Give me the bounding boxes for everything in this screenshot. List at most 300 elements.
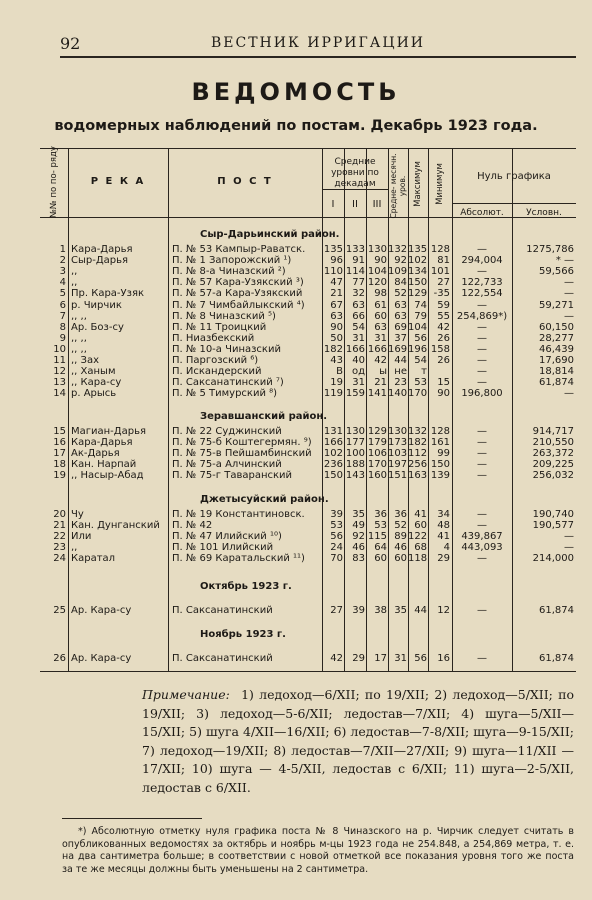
table-row xyxy=(40,288,576,299)
cell-min: 15 xyxy=(437,377,450,389)
cell-river: Ак-Дарья xyxy=(71,448,120,460)
cell-max: 132 xyxy=(408,426,427,437)
observations-table xyxy=(40,148,576,672)
running-head xyxy=(60,34,576,58)
cell-d1: 90 xyxy=(330,321,343,333)
section-title: Сыр-Дарьинский район. xyxy=(200,229,340,240)
cell-river: ,, xyxy=(71,542,78,554)
cell-post: П. Саксанатинский ⁷) xyxy=(172,377,284,389)
table-row xyxy=(40,322,576,333)
cell-post: П. № 1 Запорожский ¹) xyxy=(172,255,292,267)
cell-cond: — xyxy=(564,542,574,554)
cell-avg: 151 xyxy=(388,470,407,482)
table-row xyxy=(40,509,576,520)
cell-cond: 59,271 xyxy=(539,299,574,311)
cell-cond: — xyxy=(564,531,574,543)
table-row xyxy=(40,277,576,288)
footnote: *) Абсолютную отметку нуля графика поста № 8 Чиназского на р. Чирчик следует считать в опубликованных ведомостях за октябрь и ноябрь м-цы 1923 года не 254.848, а 254,869 метра, т. е. на два сантиметра больше; в соответствии с новой отметкой все показания уровня того же поста за те же месяцы должны быть уменьшены на 2 сантиметра. xyxy=(62,826,574,875)
cell-max: 68 xyxy=(414,542,427,554)
cell-min: 150 xyxy=(430,459,450,471)
cell-river: ,, ,, xyxy=(71,310,87,322)
cell-post: П. Саксанатинский xyxy=(172,605,273,616)
cell-d1: 70 xyxy=(330,553,343,565)
cell-avg: 109 xyxy=(388,266,407,278)
cell-river: р. Арысь xyxy=(71,388,117,400)
note-text: 1) ледоход—6/XII; по 19/XII; 2) ледоход—5/XII; по 19/XII; 3) ледоход—5-6/XII; ледостав—7/XII; 4) шуга—5/XII—15/XII; 5) шуга 4/XII—16/XII; 6) ледостав—7-8/XII; шуга—9-15/XII; 7) ледоход—19/XII; 8) ледостав—7/XII—27/XII; 9) шуга—11/XII — 17/XII; 10) шуга — 4-5/XII, ледостав с 6/XII; 11) шуга—2-5/XII, ледостав с 6/XII. xyxy=(142,687,574,795)
cell-max: 53 xyxy=(414,377,427,389)
cell-post: П. Саксанатинский xyxy=(172,653,273,664)
cell-d1: 47 xyxy=(330,277,343,289)
cell-post: П. № 7 Чимбайлыкский ⁴) xyxy=(172,299,305,311)
cell-d3: 115 xyxy=(367,531,387,543)
cell-max: 122 xyxy=(408,531,427,543)
cell-avg: 197 xyxy=(388,459,407,471)
table-row xyxy=(40,355,576,366)
cell-max: 56 xyxy=(414,653,427,664)
cell-max: 54 xyxy=(414,355,427,366)
column-header-monthly-avg: Средне- месячн. уров. xyxy=(389,153,407,219)
table-row xyxy=(40,244,576,255)
cell-n: 8 xyxy=(59,321,66,333)
cell-avg: 89 xyxy=(394,531,407,543)
cell-n: 11 xyxy=(53,355,66,366)
cell-n: 13 xyxy=(53,377,66,389)
cell-river: Кан. Дунганский xyxy=(71,520,160,532)
cell-d2: 133 xyxy=(345,244,365,255)
cell-river: ,, xyxy=(71,266,78,278)
cell-d1: 135 xyxy=(323,244,343,255)
column-header-number: №№ по по- ряду xyxy=(49,146,59,218)
note-label: Примечание: xyxy=(142,687,230,702)
cell-d1: 96 xyxy=(330,255,343,267)
cell-d2: 31 xyxy=(352,377,365,389)
cell-post: П. № 47 Илийский ¹⁰) xyxy=(172,531,282,543)
cell-d3: 21 xyxy=(374,377,387,389)
cell-d2: 77 xyxy=(352,277,365,289)
cell-d2: 92 xyxy=(352,531,365,543)
cell-river: р. Чирчик xyxy=(71,299,122,311)
table-row xyxy=(40,605,576,616)
table-row xyxy=(40,542,576,553)
cell-min: 29 xyxy=(437,553,450,565)
cell-d1: 43 xyxy=(330,355,343,366)
cell-abs: — xyxy=(477,653,487,664)
cell-n: 3 xyxy=(59,266,66,278)
cell-n: 7 xyxy=(59,310,66,322)
cell-d1: 56 xyxy=(330,531,343,543)
cell-abs: — xyxy=(477,520,487,532)
footnote-divider xyxy=(62,818,202,819)
cell-post: П. № 57-а Кара-Узякский xyxy=(172,288,303,300)
cell-cond: 59,566 xyxy=(539,266,574,278)
cell-post: П. Искандерский xyxy=(172,366,262,378)
cell-cond: 256,032 xyxy=(532,470,574,482)
table-row xyxy=(40,437,576,448)
cell-d1: 166 xyxy=(323,437,343,449)
cell-abs: — xyxy=(477,343,487,355)
cell-post: П. № 8-а Чиназский ²) xyxy=(172,266,286,278)
cell-d3: 42 xyxy=(374,355,387,366)
table-row xyxy=(40,520,576,531)
cell-d2: 114 xyxy=(345,266,365,278)
cell-cond: 190,740 xyxy=(532,509,574,520)
cell-d1: 21 xyxy=(330,288,343,300)
cell-cond: 190,577 xyxy=(532,520,574,532)
cell-avg: 169 xyxy=(388,343,407,355)
cell-post: П. № 10-а Чиназский xyxy=(172,343,281,355)
table-row xyxy=(40,459,576,470)
cell-max: 134 xyxy=(408,266,427,278)
cell-d3: 160 xyxy=(367,470,387,482)
cell-abs: 122,554 xyxy=(461,288,503,300)
cell-cond: * — xyxy=(555,255,574,267)
cell-river: Или xyxy=(71,531,92,543)
cell-d1: 131 xyxy=(323,426,343,437)
table-row xyxy=(40,653,576,664)
cell-river: Кан. Нарпай xyxy=(71,459,137,471)
cell-avg: 52 xyxy=(394,520,407,532)
cell-min: 128 xyxy=(430,426,450,437)
cell-d3: 98 xyxy=(374,288,387,300)
cell-n: 5 xyxy=(59,288,66,300)
cell-river: Сыр-Дарья xyxy=(71,255,129,267)
cell-d1: 102 xyxy=(323,448,343,460)
cell-cond: 60,150 xyxy=(539,321,574,333)
cell-abs: 196,800 xyxy=(461,388,503,400)
cell-n: 4 xyxy=(59,277,66,289)
cell-avg: 36 xyxy=(394,509,407,520)
cell-n: 24 xyxy=(53,553,66,565)
cell-cond: 46,439 xyxy=(539,343,574,355)
cell-max: т xyxy=(421,366,427,378)
column-header-min: Минимум xyxy=(435,163,445,205)
cell-river: Ар. Боз-су xyxy=(71,321,124,333)
cell-max: 182 xyxy=(408,437,427,449)
section-title: Джетысуйский район. xyxy=(200,494,329,505)
cell-max: 102 xyxy=(408,255,427,267)
cell-max: 129 xyxy=(408,288,427,300)
cell-abs: — xyxy=(477,470,487,482)
cell-max: 163 xyxy=(408,470,427,482)
cell-post: П. № 5 Тимурский ⁸) xyxy=(172,388,278,400)
cell-d3: 166 xyxy=(367,343,387,355)
column-header-max: Максимум xyxy=(413,161,423,207)
cell-d1: 53 xyxy=(330,520,343,532)
cell-post: П. Паргозский ⁶) xyxy=(172,355,259,366)
cell-d1: 110 xyxy=(323,266,343,278)
cell-d3: 130 xyxy=(367,244,387,255)
cell-max: 196 xyxy=(408,343,427,355)
cell-post: П. № 57 Кара-Узякский ³) xyxy=(172,277,304,289)
cell-min: 26 xyxy=(437,332,450,344)
cell-max: 118 xyxy=(408,553,427,565)
cell-river: Кара-Дарья xyxy=(71,437,133,449)
cell-d1: 50 xyxy=(330,332,343,344)
table-row xyxy=(40,266,576,277)
column-header-river: Р Е К А xyxy=(90,176,146,187)
cell-d3: 60 xyxy=(374,310,387,322)
cell-river: ,, xyxy=(71,277,78,289)
cell-avg: 60 xyxy=(394,553,407,565)
cell-abs: — xyxy=(477,321,487,333)
cell-max: 256 xyxy=(408,459,427,471)
cell-abs: — xyxy=(477,266,487,278)
cell-d2: 100 xyxy=(345,448,365,460)
cell-d2: 29 xyxy=(352,653,365,664)
cell-min: 139 xyxy=(430,470,450,482)
cell-max: 170 xyxy=(408,388,427,400)
cell-d2: 83 xyxy=(352,553,365,565)
cell-abs: 254,869*) xyxy=(456,310,508,322)
cell-d1: В xyxy=(336,366,343,378)
cell-avg: 37 xyxy=(394,332,407,344)
cell-n: 14 xyxy=(53,388,66,400)
table-row xyxy=(40,377,576,388)
cell-d3: 38 xyxy=(374,605,387,616)
cell-d2: 143 xyxy=(345,470,365,482)
cell-n: 26 xyxy=(53,653,66,664)
table-row xyxy=(40,531,576,542)
cell-abs: — xyxy=(477,355,487,366)
cell-n: 2 xyxy=(59,255,66,267)
column-header-conditional: Условн. xyxy=(526,208,562,218)
cell-cond: 914,717 xyxy=(532,426,574,437)
cell-d3: 31 xyxy=(374,332,387,344)
cell-max: 112 xyxy=(408,448,427,460)
cell-avg: 52 xyxy=(394,288,407,300)
cell-cond: 209,225 xyxy=(532,459,574,471)
cell-d2: 159 xyxy=(345,388,365,400)
cell-n: 18 xyxy=(53,459,66,471)
cell-abs: — xyxy=(477,553,487,565)
table-row xyxy=(40,426,576,437)
journal-title: ВЕСТНИК ИРРИГАЦИИ xyxy=(210,35,426,51)
cell-d3: 120 xyxy=(367,277,387,289)
cell-abs: — xyxy=(477,377,487,389)
cell-abs: — xyxy=(477,332,487,344)
cell-avg: 130 xyxy=(388,426,407,437)
cell-avg: 103 xyxy=(388,448,407,460)
cell-abs: — xyxy=(477,426,487,437)
cell-n: 15 xyxy=(53,426,66,437)
cell-min: 128 xyxy=(430,244,450,255)
cell-min: 158 xyxy=(430,343,450,355)
cell-cond: — xyxy=(564,277,574,289)
table-row xyxy=(40,344,576,355)
cell-d3: 60 xyxy=(374,553,387,565)
cell-abs: — xyxy=(477,448,487,460)
cell-post: П. № 11 Троицкий xyxy=(172,321,267,333)
cell-d1: 42 xyxy=(330,653,343,664)
table-row xyxy=(40,333,576,344)
cell-max: 74 xyxy=(414,299,427,311)
cell-cond: 28,277 xyxy=(539,332,574,344)
cell-d3: 17 xyxy=(374,653,387,664)
cell-max: 56 xyxy=(414,332,427,344)
cell-d2: 32 xyxy=(352,288,365,300)
cell-d3: ы xyxy=(379,366,387,378)
cell-cond: 18,814 xyxy=(539,366,574,378)
cell-abs: 443,093 xyxy=(461,542,503,554)
cell-d2: 130 xyxy=(345,426,365,437)
cell-post: П. № 22 Суджинский xyxy=(172,426,282,437)
cell-d3: 53 xyxy=(374,520,387,532)
cell-cond: 61,874 xyxy=(539,377,574,389)
cell-post: П. № 101 Илийский xyxy=(172,542,274,554)
cell-n: 16 xyxy=(53,437,66,449)
cell-n: 25 xyxy=(53,605,66,616)
cell-avg: 69 xyxy=(394,321,407,333)
cell-max: 41 xyxy=(414,509,427,520)
cell-d2: 40 xyxy=(352,355,365,366)
table-row xyxy=(40,311,576,322)
cell-d1: 24 xyxy=(330,542,343,554)
cell-cond: — xyxy=(564,388,574,400)
column-header-decade-1: I xyxy=(331,199,335,210)
cell-abs: — xyxy=(477,509,487,520)
cell-d2: 188 xyxy=(345,459,365,471)
cell-min: 42 xyxy=(437,321,450,333)
column-header-decade-2: II xyxy=(352,199,358,210)
cell-n: 6 xyxy=(59,299,66,311)
cell-max: 104 xyxy=(408,321,427,333)
cell-d2: 91 xyxy=(352,255,365,267)
cell-abs: — xyxy=(477,299,487,311)
cell-avg: 63 xyxy=(394,310,407,322)
cell-abs: — xyxy=(477,437,487,449)
cell-cond: — xyxy=(564,310,574,322)
note-block xyxy=(142,686,574,797)
column-header-decade-3: III xyxy=(372,199,382,210)
cell-d2: од xyxy=(351,366,365,378)
cell-post: П. № 75-а Алчинский xyxy=(172,459,282,471)
cell-river: ,, Ханым xyxy=(71,366,116,378)
cell-post: П. № 75-б Коштегермян. ⁹) xyxy=(172,437,312,449)
cell-avg: 173 xyxy=(388,437,407,449)
cell-avg: 44 xyxy=(394,355,407,366)
cell-cond: 17,690 xyxy=(539,355,574,366)
cell-avg: 140 xyxy=(388,388,407,400)
cell-d1: 63 xyxy=(330,310,343,322)
cell-post: П. № 75-г Таваранский xyxy=(172,470,293,482)
cell-river: Кара-Дарья xyxy=(71,244,133,255)
cell-d3: 141 xyxy=(367,388,387,400)
cell-n: 1 xyxy=(59,244,66,255)
cell-n: 10 xyxy=(53,343,66,355)
cell-max: 79 xyxy=(414,310,427,322)
page-subtitle: водомерных наблюдений по постам. Декабрь 1923 года. xyxy=(54,118,538,134)
table-row xyxy=(40,553,576,564)
cell-post: П. № 42 xyxy=(172,520,213,532)
table-row xyxy=(40,366,576,377)
cell-d3: 179 xyxy=(367,437,387,449)
cell-max: 60 xyxy=(414,520,427,532)
cell-min: 41 xyxy=(437,531,450,543)
cell-river: ,, ,, xyxy=(71,332,87,344)
cell-abs: 439,867 xyxy=(461,531,503,543)
cell-d2: 46 xyxy=(352,542,365,554)
cell-d1: 67 xyxy=(330,299,343,311)
cell-river: Пр. Кара-Узяк xyxy=(71,288,145,300)
cell-min: 90 xyxy=(437,388,450,400)
cell-river: Чу xyxy=(71,509,84,520)
cell-d3: 61 xyxy=(374,299,387,311)
cell-river: ,, Насыр-Абад xyxy=(71,470,144,482)
cell-avg: 63 xyxy=(394,299,407,311)
cell-cond: — xyxy=(564,288,574,300)
cell-d3: 104 xyxy=(367,266,387,278)
cell-d2: 49 xyxy=(352,520,365,532)
cell-max: 135 xyxy=(408,244,427,255)
page-number: 92 xyxy=(60,34,81,53)
column-header-absolute: Абсолют. xyxy=(460,208,504,218)
cell-min: 59 xyxy=(437,299,450,311)
cell-max: 44 xyxy=(414,605,427,616)
cell-d1: 39 xyxy=(330,509,343,520)
cell-d1: 150 xyxy=(323,470,343,482)
cell-cond: 214,000 xyxy=(532,553,574,565)
cell-cond: 263,372 xyxy=(532,448,574,460)
cell-d2: 63 xyxy=(352,299,365,311)
cell-river: ,, Зах xyxy=(71,355,99,366)
cell-river: Ар. Кара-су xyxy=(71,605,132,616)
cell-d1: 19 xyxy=(330,377,343,389)
cell-d2: 54 xyxy=(352,321,365,333)
cell-n: 20 xyxy=(53,509,66,520)
cell-abs: — xyxy=(477,366,487,378)
cell-d2: 166 xyxy=(345,343,365,355)
cell-min: 99 xyxy=(437,448,450,460)
cell-d3: 36 xyxy=(374,509,387,520)
cell-min: 55 xyxy=(437,310,450,322)
table-row xyxy=(40,300,576,311)
cell-min: 34 xyxy=(437,509,450,520)
table-row xyxy=(40,448,576,459)
page-title: ВЕДОМОСТЬ xyxy=(191,78,401,106)
cell-min: 48 xyxy=(437,520,450,532)
cell-avg: 35 xyxy=(394,605,407,616)
cell-river: ,, ,, xyxy=(71,343,87,355)
cell-n: 19 xyxy=(53,470,66,482)
column-header-zero: Нуль графика xyxy=(477,171,551,182)
cell-avg: не xyxy=(394,366,407,378)
cell-d1: 27 xyxy=(330,605,343,616)
cell-avg: 92 xyxy=(394,255,407,267)
cell-min: 101 xyxy=(430,266,450,278)
cell-river: ,, Кара-су xyxy=(71,377,122,389)
cell-min: 26 xyxy=(437,355,450,366)
cell-abs: — xyxy=(477,244,487,255)
cell-d2: 35 xyxy=(352,509,365,520)
cell-d3: 64 xyxy=(374,542,387,554)
cell-abs: 294,004 xyxy=(461,255,503,267)
cell-n: 23 xyxy=(53,542,66,554)
cell-n: 12 xyxy=(53,366,66,378)
cell-cond: 1275,786 xyxy=(526,244,574,255)
column-header-avg-levels: Средние уровни по декадам xyxy=(331,157,379,189)
cell-d2: 31 xyxy=(352,332,365,344)
table-row xyxy=(40,470,576,481)
cell-river: Каратал xyxy=(71,553,116,565)
cell-n: 21 xyxy=(53,520,66,532)
cell-river: Ар. Кара-су xyxy=(71,653,132,664)
cell-post: П. № 8 Чиназский ⁵) xyxy=(172,310,276,322)
cell-d3: 63 xyxy=(374,321,387,333)
cell-cond: 210,550 xyxy=(532,437,574,449)
cell-cond: 61,874 xyxy=(539,605,574,616)
cell-cond: 61,874 xyxy=(539,653,574,664)
cell-post: П. № 19 Константиновск. xyxy=(172,509,305,520)
